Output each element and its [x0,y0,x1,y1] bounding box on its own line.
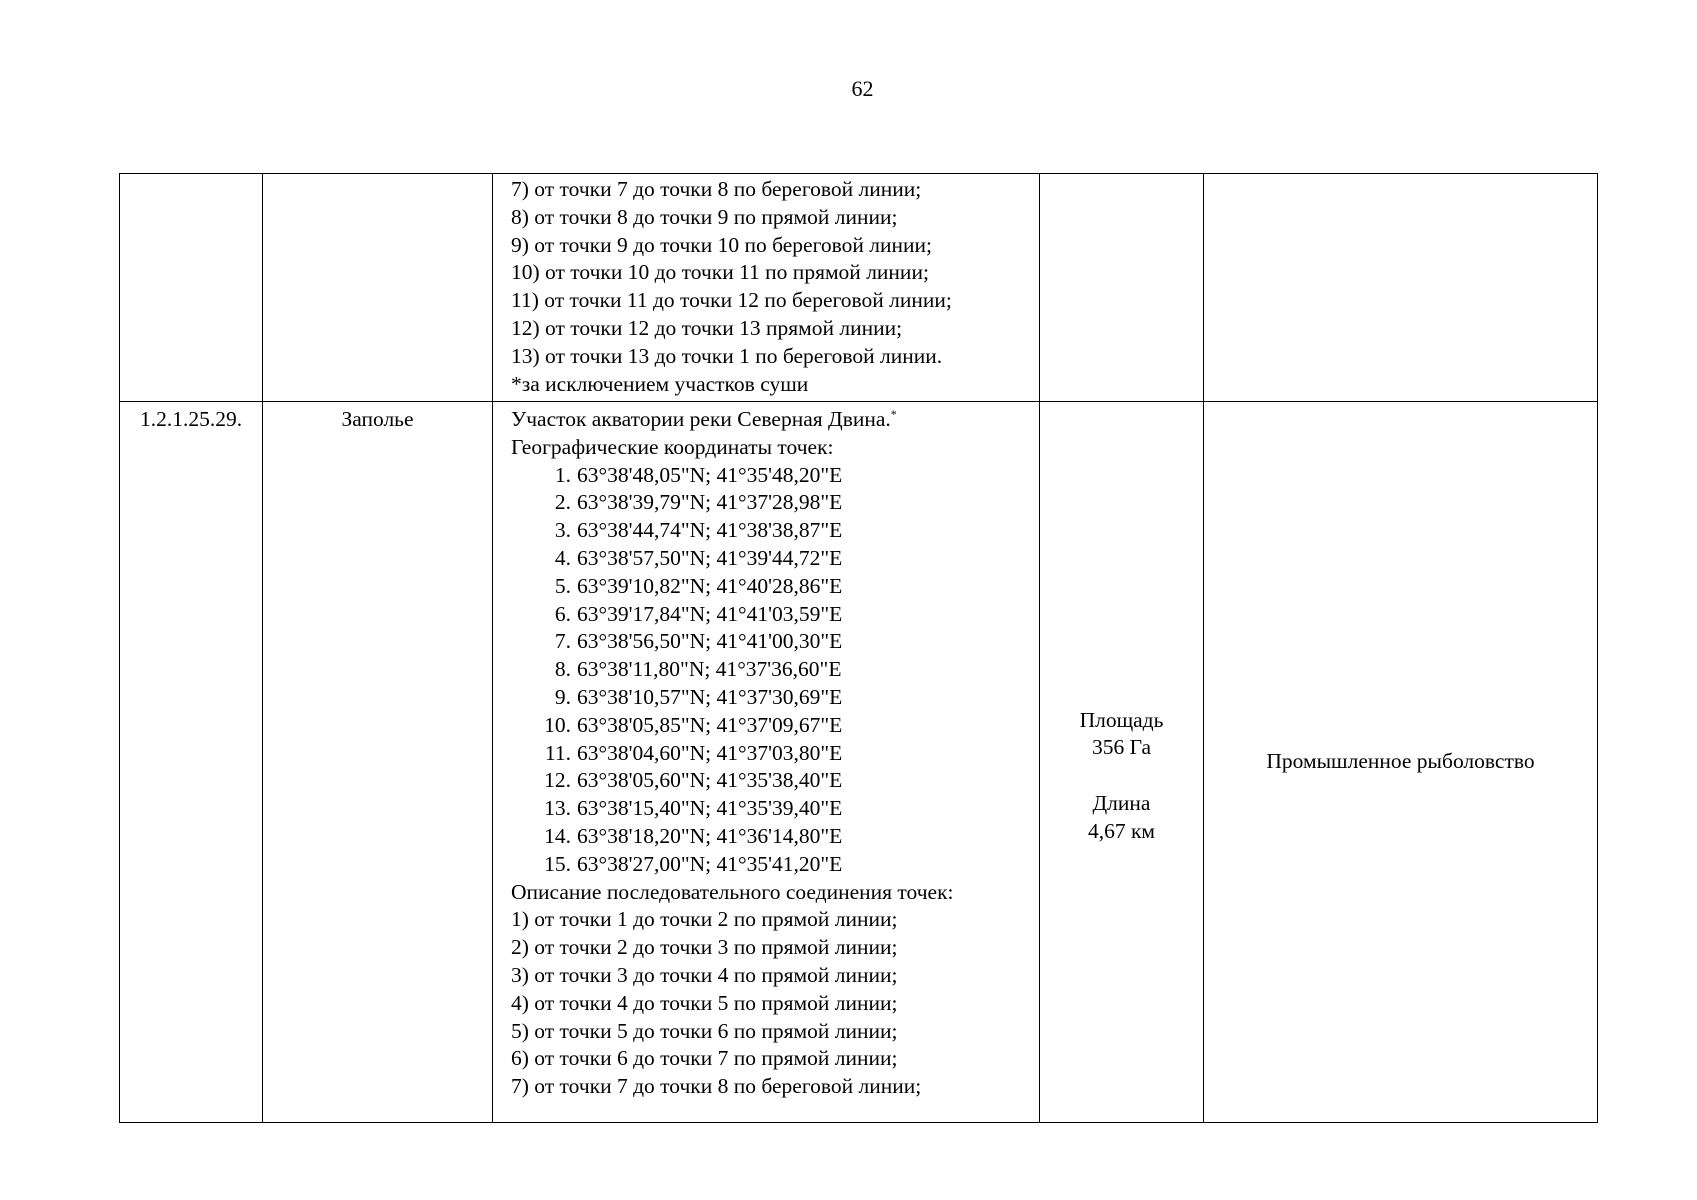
connections-header: Описание последовательного соединения точек: [511,879,954,904]
footnote-mark: * [890,406,897,421]
usage-cell [1204,174,1598,402]
connection-line: 11) от точки 11 до точки 12 по береговой линии; [511,288,952,313]
coordinate-item: 9. 63°38'10,57"N; 41°37'30,69"E [554,684,843,709]
connection-line: 1) от точки 1 до точки 2 по прямой линии; [511,907,898,932]
connection-line: 10) от точки 10 до точки 11 по прямой линии; [511,260,929,285]
coordinate-item: 7. 63°38'56,50"N; 41°41'00,30"E [554,629,843,654]
description-cell [493,174,1040,402]
connection-line: 13) от точки 13 до точки 1 по береговой линии. [511,343,943,368]
coordinate-item: 13. 63°38'15,40"N; 41°35'39,40"E [544,796,843,821]
coordinate-item: 4. 63°38'57,50"N; 41°39'44,72"E [554,545,843,570]
table-row-continued [120,174,1598,402]
coordinate-item: 3. 63°38'44,74"N; 41°38'38,87"E [554,518,843,543]
connection-line: 9) от точки 9 до точки 10 по береговой линии; [511,232,932,257]
connection-line: 8) от точки 8 до точки 9 по прямой линии; [511,204,898,229]
connection-line: 4) от точки 4 до точки 5 по прямой линии; [511,990,898,1015]
code-cell [120,174,263,402]
connection-line: 6) от точки 6 до точки 7 по прямой линии; [511,1046,898,1071]
name-cell [263,174,493,402]
length-label: Длина [1092,790,1151,815]
area-value: 356 Га [1091,735,1152,760]
connection-line: 2) от точки 2 до точки 3 по прямой линии; [511,935,898,960]
table-row-zapolye [120,402,1598,1123]
coordinate-item: 2. 63°38'39,79"N; 41°37'28,98"E [554,490,843,515]
coordinate-item: 11. 63°38'04,60"N; 41°37'03,80"E [544,740,843,765]
area-cell [1040,174,1204,402]
area-cell [1040,402,1204,1123]
coords-header: Географические координаты точек: [511,434,834,459]
connection-line: 7) от точки 7 до точки 8 по береговой линии; [511,1074,922,1099]
name-cell: Заполье [263,402,493,1123]
connection-line: 3) от точки 3 до точки 4 по прямой линии; [511,962,898,987]
coordinate-item: 1. 63°38'48,05"N; 41°35'48,20"E [554,462,843,487]
coordinate-item: 12. 63°38'05,60"N; 41°35'38,40"E [544,768,843,793]
coordinate-item: 10. 63°38'05,85"N; 41°37'09,67"E [544,712,843,737]
coordinate-item: 8. 63°38'11,80"N; 41°37'36,60"E [554,657,842,682]
connection-line: 12) от точки 12 до точки 13 прямой линии; [511,315,903,340]
coordinate-item: 5. 63°39'10,82"N; 41°40'28,86"E [554,573,843,598]
page-number: 62 [851,76,874,101]
coordinate-item: 15. 63°38'27,00"N; 41°35'41,20"E [544,851,843,876]
code-cell: 1.2.1.25.29. [120,402,263,1123]
coordinate-item: 6. 63°39'17,84"N; 41°41'03,59"E [554,601,843,626]
area-title: Участок акватории реки Северная Двина.* [511,406,897,431]
fishing-areas-table [119,173,1598,1123]
connection-line: 7) от точки 7 до точки 8 по береговой линии; [511,177,922,201]
coordinate-item: 14. 63°38'18,20"N; 41°36'14,80"E [544,823,843,848]
description-cell [493,402,1040,1123]
connection-line: 5) от точки 5 до точки 6 по прямой линии; [511,1018,898,1043]
area-label: Площадь [1079,707,1164,732]
length-value: 4,67 км [1087,818,1156,843]
footnote-line: *за исключением участков суши [511,371,809,396]
usage-cell: Промышленное рыболовство [1204,402,1598,1123]
